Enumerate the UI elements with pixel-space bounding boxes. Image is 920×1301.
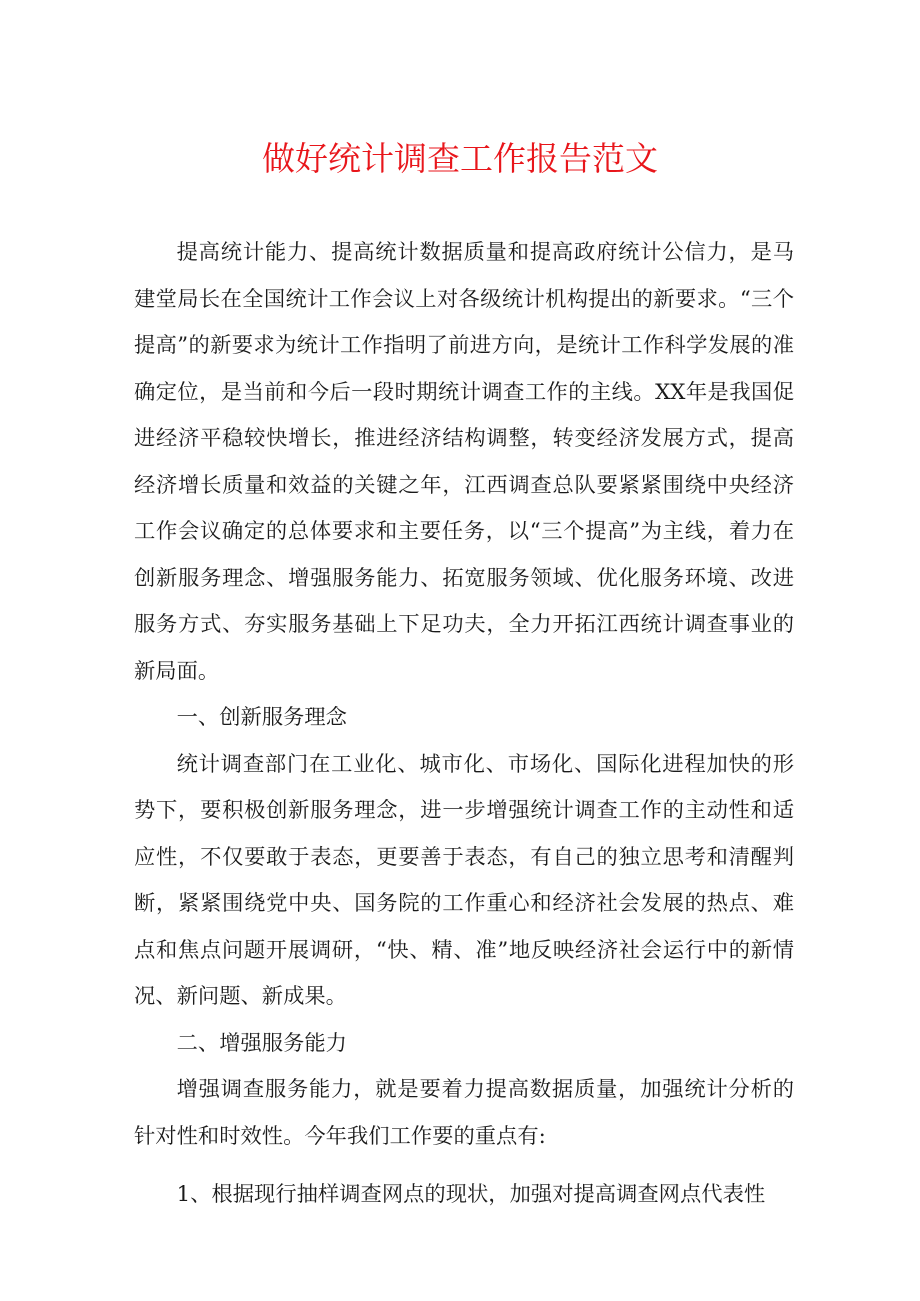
- section-heading-1: 一、创新服务理念: [176, 705, 347, 730]
- intro-paragraph: 提高统计能力、提高统计数据质量和提高政府统计公信力，是马建堂局长在全国统计工作会议上对各级统计机构提出的新要求。“三个提高”的新要求为统计工作指明了前进方向，是统计工作科学发展的准确定位，是当前和今后一段时期统计调查工作的主线。XX年是我国促进经济平稳较快增长，推进经济结构调整，转变经济发展方式，提高经济增长质量和效益的关键之年，江西调查总队要紧紧围绕中央经济工作会议确定的总体要求和主要任务，以“三个提高”为主线，着力在创新服务理念、增强服务能力、拓宽服务领域、优化服务环境、改进服务方式、夯实服务基础上下足功夫，全力开拓江西统计调查事业的新局面。: [134, 240, 794, 684]
- list-item-1: 1、根据现行抽样调查网点的现状，加强对提高调查网点代表性: [176, 1182, 766, 1207]
- section-1-paragraph: 统计调查部门在工业化、城市化、市场化、国际化进程加快的形势下，要积极创新服务理念，进一步增强统计调查工作的主动性和适应性，不仅要敢于表态，更要善于表态，有自己的独立思考和清醒判断，紧紧围绕党中央、国务院的工作重心和经济社会发展的热点、难点和焦点问题开展调研，“快、精、准”地反映经济社会运行中的新情况、新问题、新成果。: [134, 751, 794, 1009]
- section-heading-2: 二、增强服务能力: [176, 1030, 347, 1056]
- section-2-paragraph: 增强调查服务能力，就是要着力提高数据质量，加强统计分析的针对性和时效性。今年我们工作要的重点有:: [134, 1077, 794, 1149]
- document-title: 做好统计调查工作报告范文: [262, 139, 658, 178]
- document-body: [134, 230, 794, 1219]
